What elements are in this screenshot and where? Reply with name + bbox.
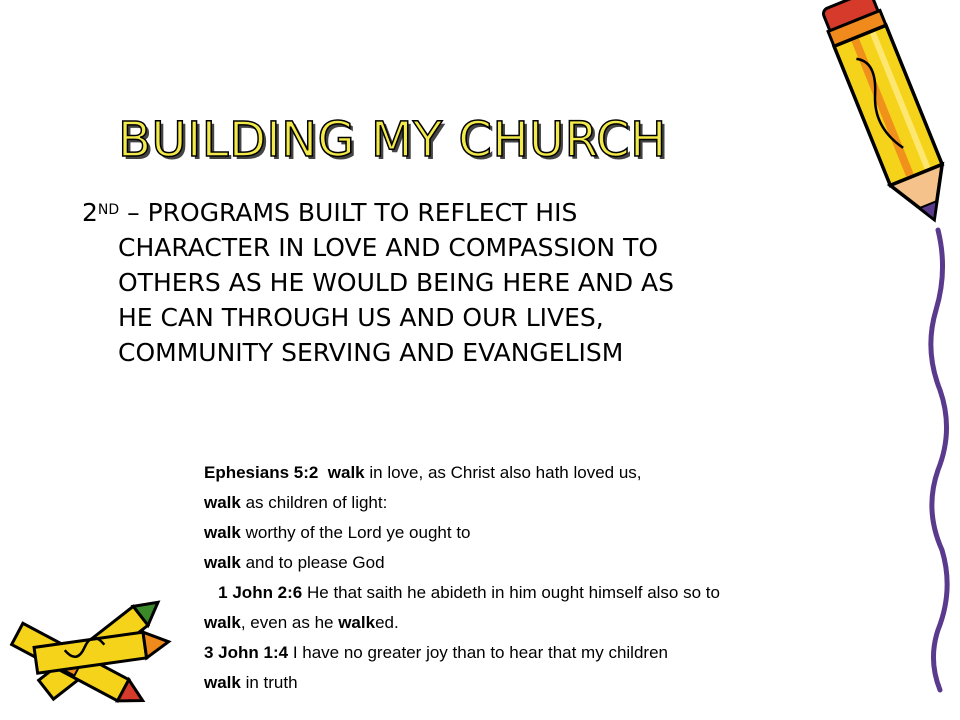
scripture-line-3: [204, 518, 844, 548]
pencil-icon: [820, 0, 960, 720]
body-line-5: COMMUNITY SERVING AND EVANGELISM: [118, 338, 624, 367]
scripture-line-4: [204, 548, 844, 578]
body-line-1-text: – PROGRAMS BUILT TO REFLECT HIS: [119, 198, 578, 227]
scripture-text: worthy of the Lord ye ought to: [240, 523, 471, 542]
keyword-walk: walk: [204, 613, 241, 632]
keyword-walk: walk: [338, 613, 376, 632]
body-text: [82, 195, 862, 370]
scripture-ref: 3 John 1:4: [204, 643, 289, 662]
scripture-text: I have no greater joy than to hear that my children: [288, 643, 668, 662]
scripture-text: ed.: [375, 613, 399, 632]
scripture-text: He that saith he abideth in him ought himself also so to: [302, 583, 720, 602]
ordinal-number: 2: [82, 198, 98, 227]
ordinal-suffix: ND: [97, 202, 120, 218]
scripture-line-8: [204, 668, 844, 698]
scripture-line-6: [204, 608, 844, 638]
scripture-block: [204, 458, 844, 698]
body-line-4: HE CAN THROUGH US AND OUR LIVES,: [118, 303, 604, 332]
scripture-ref: Ephesians 5:2: [204, 463, 319, 482]
keyword-walk: walk: [204, 523, 241, 542]
scripture-line-7: [204, 638, 844, 668]
keyword-walk: walk: [204, 553, 241, 572]
scripture-ref: 1 John 2:6: [218, 583, 303, 602]
scripture-text: in truth: [240, 673, 298, 692]
scripture-text: in love, as Christ also hath loved us,: [364, 463, 642, 482]
keyword-walk: walk: [204, 673, 241, 692]
scripture-line-1: [204, 458, 844, 488]
crayon-bundle-icon: [0, 570, 200, 720]
keyword-walk: walk: [204, 493, 241, 512]
scripture-line-2: [204, 488, 844, 518]
body-line-3: OTHERS AS HE WOULD BEING HERE AND AS: [118, 268, 675, 297]
scripture-text: , even as he: [240, 613, 339, 632]
slide-title: BUILDING MY CHURCH: [118, 112, 667, 168]
scripture-text: and to please God: [240, 553, 385, 572]
scripture-line-5: [204, 578, 844, 608]
keyword-walk: walk: [327, 463, 365, 482]
body-line-2: CHARACTER IN LOVE AND COMPASSION TO: [118, 233, 659, 262]
body-line-1: [82, 195, 862, 230]
scripture-text: as children of light:: [240, 493, 388, 512]
